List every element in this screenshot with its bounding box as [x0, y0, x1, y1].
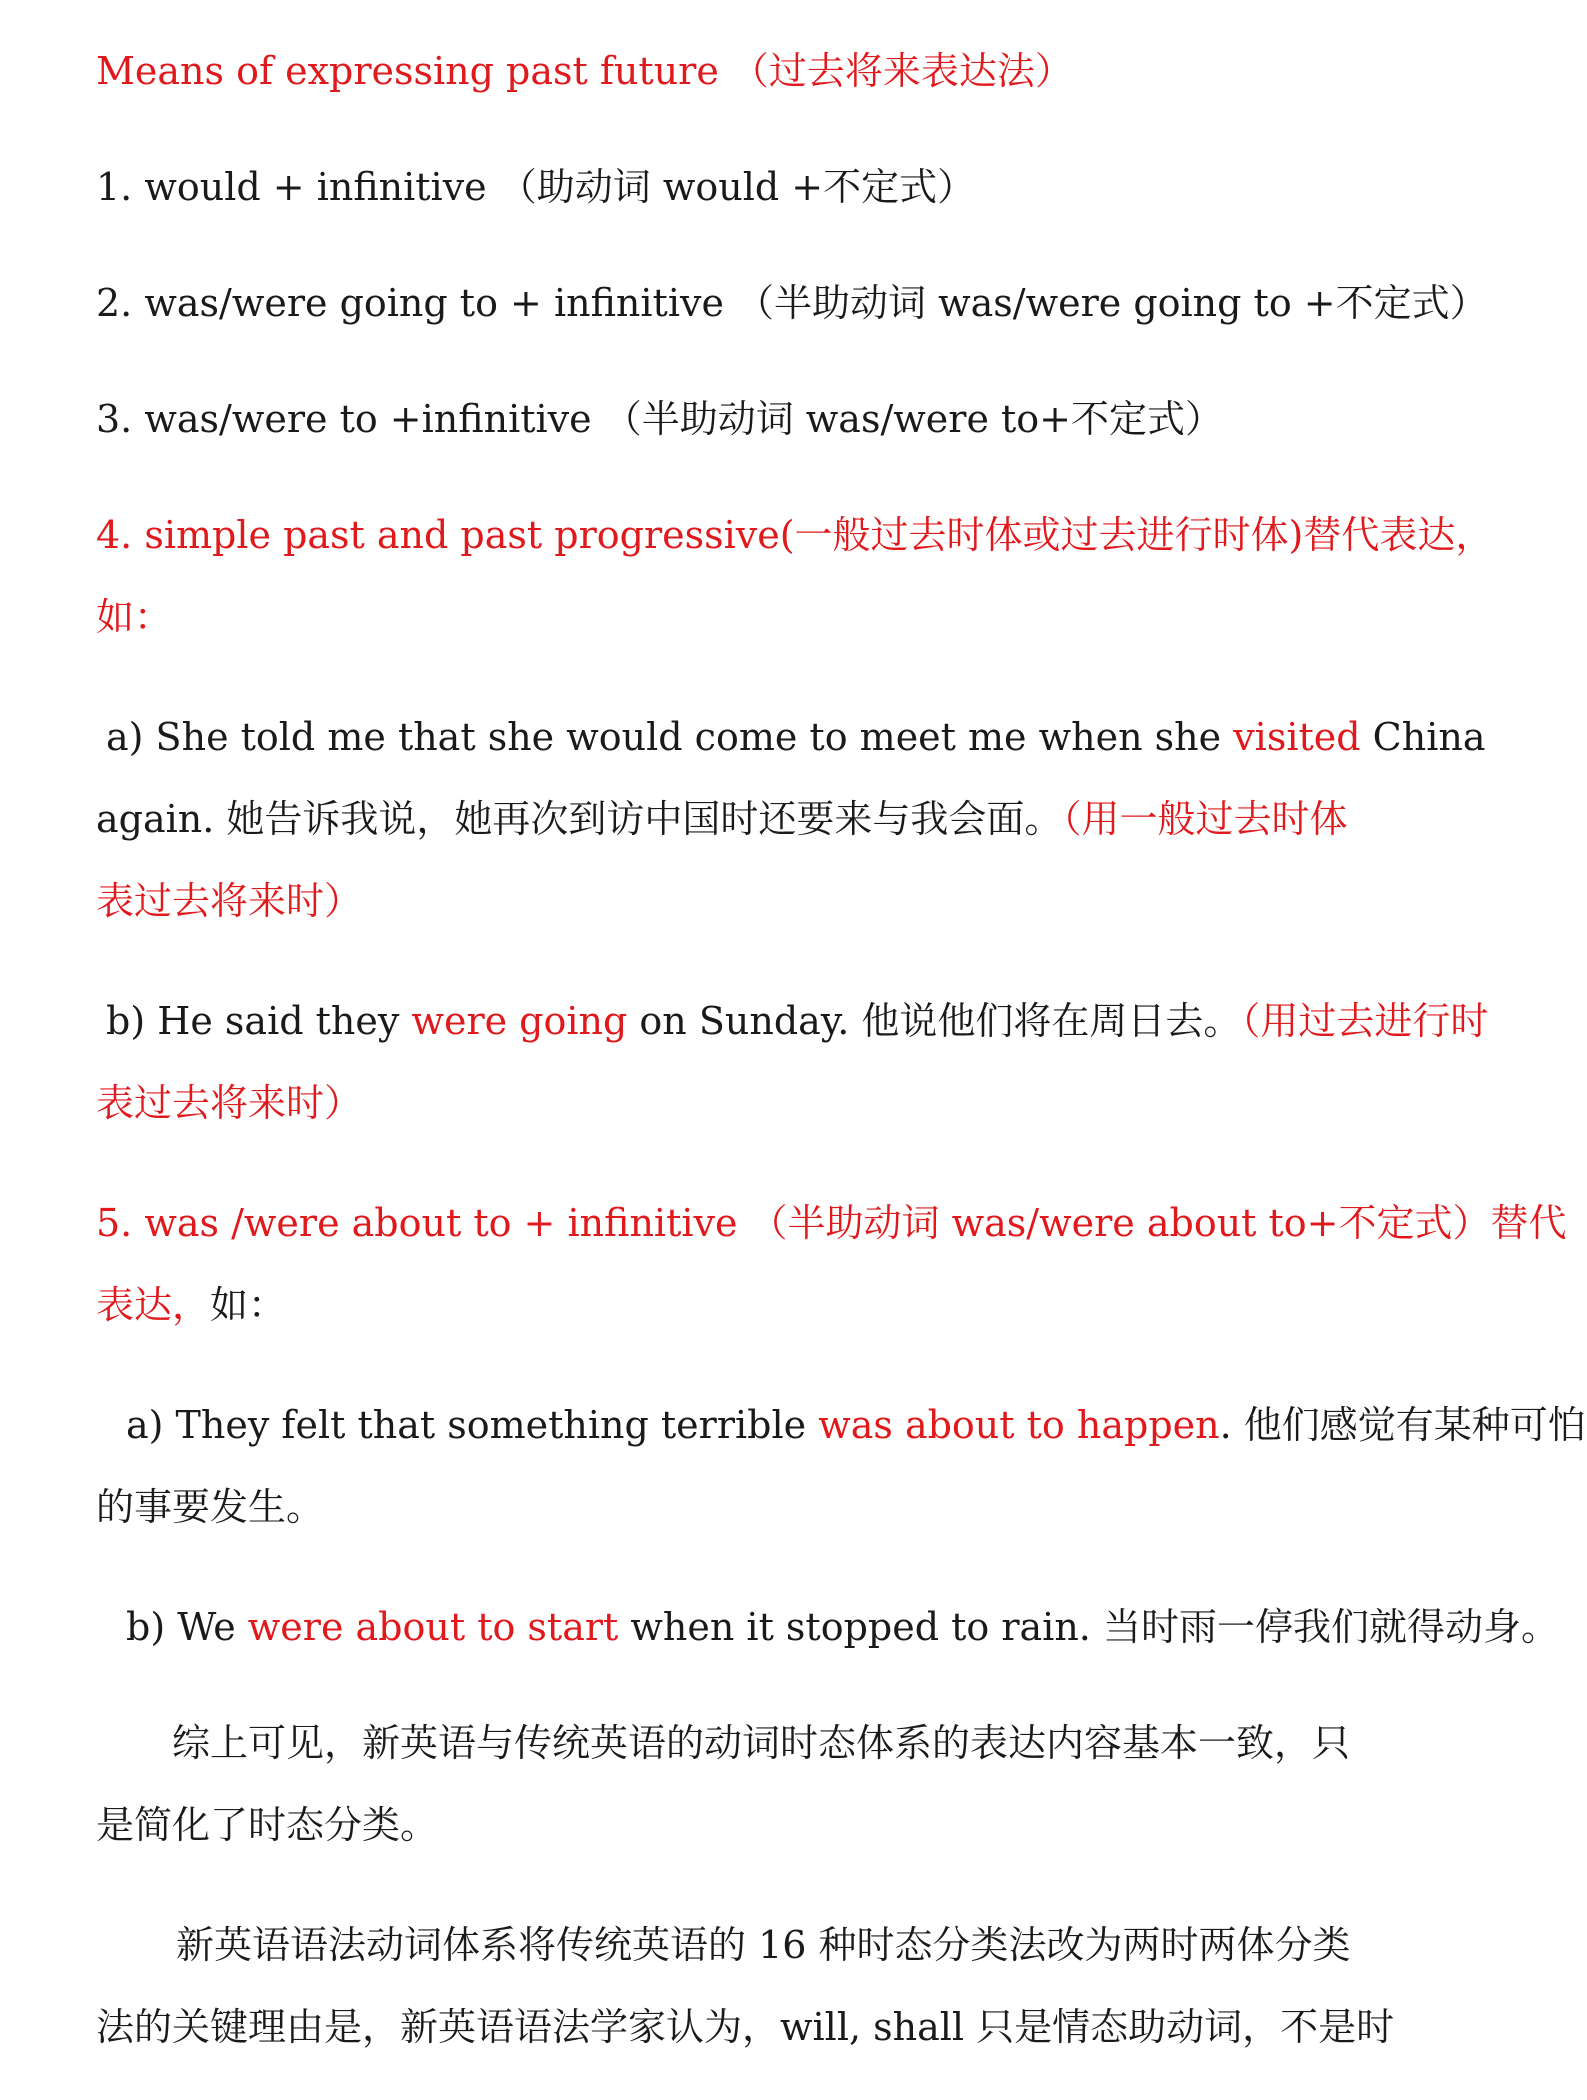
example-5a-text: a) They felt that something terrible — [126, 1403, 819, 1447]
example-4a-translation: again. 她告诉我说，她再次到访中国时还要来与我会面。 — [96, 797, 1063, 841]
example-4b-line1 — [96, 980, 1496, 1062]
list-item-2: 2. was/were going to + infinitive （半助动词 was/were going to +不定式） — [96, 281, 1488, 325]
example-4b-line2: 表过去将来时） — [96, 1081, 363, 1125]
document-page — [96, 30, 1586, 2068]
example-4b-note: （用过去进行时 — [1241, 999, 1489, 1043]
example-4a-line1 — [96, 696, 1496, 778]
example-4b-translation: on Sunday. 他说他们将在周日去。 — [627, 999, 1242, 1043]
example-5b-translation: when it stopped to rain. 当时雨一停我们就得动身。 — [618, 1605, 1559, 1649]
paragraph-summary — [96, 1702, 1496, 1866]
list-item-4 — [96, 494, 1496, 658]
list-item-1: 1. would + infinitive （助动词 would +不定式） — [96, 165, 976, 209]
list-item-3: 3. was/were to +infinitive （半助动词 was/were to+不定式） — [96, 397, 1223, 441]
example-4b-text: b) He said they — [106, 999, 412, 1043]
example-4a-highlight: visited — [1233, 715, 1361, 759]
list-item-5-red: 表达， — [96, 1283, 211, 1327]
paragraph-reason-line1: 新英语语法动词体系将传统英语的 16 种时态分类法改为两时两体分类 — [176, 1923, 1351, 1967]
example-5b — [96, 1586, 1559, 1668]
list-item-4-line2: 如： — [96, 595, 173, 639]
example-4a-note: （用一般过去时体 — [1062, 797, 1348, 841]
paragraph-summary-line2: 是简化了时态分类。 — [96, 1803, 439, 1847]
paragraph-summary-line1: 综上可见，新英语与传统英语的动词时态体系的表达内容基本一致，只 — [172, 1721, 1351, 1765]
example-4b — [96, 980, 1496, 1144]
example-4a-line2 — [96, 778, 1496, 860]
paragraph-reason — [96, 1904, 1496, 2068]
list-item-4-line1: 4. simple past and past progressive(一般过去时体或过去进行时体)替代表达， — [96, 513, 1494, 557]
example-4a-text-end: China — [1360, 715, 1486, 759]
list-item-5-line2 — [96, 1264, 1496, 1346]
example-5b-highlight: were about to start — [247, 1605, 619, 1649]
example-4b-highlight: were going — [411, 999, 628, 1043]
section-title: Means of expressing past future （过去将来表达法） — [96, 49, 1073, 93]
example-4a-line3: 表过去将来时） — [96, 879, 363, 923]
list-item-5-line1: 5. was /were about to + infinitive （半助动词 was/were about to+不定式）替代 — [96, 1201, 1567, 1245]
example-5a-line2: 的事要发生。 — [96, 1485, 325, 1529]
example-5b-text: b) We — [126, 1605, 248, 1649]
example-4a-text: a) She told me that she would come to meet me when she — [106, 715, 1234, 759]
example-5a-line1 — [96, 1384, 1586, 1466]
example-5a-translation: . 他们感觉有某种可怕 — [1219, 1403, 1586, 1447]
list-item-5 — [96, 1182, 1567, 1346]
paragraph-reason-line2: 法的关键理由是，新英语语法学家认为，will, shall 只是情态助动词，不是时 — [96, 2005, 1395, 2049]
example-5a — [96, 1384, 1586, 1548]
list-item-5-black: 如： — [210, 1283, 287, 1327]
example-4a — [96, 696, 1496, 942]
example-5a-highlight: was about to happen — [818, 1403, 1220, 1447]
